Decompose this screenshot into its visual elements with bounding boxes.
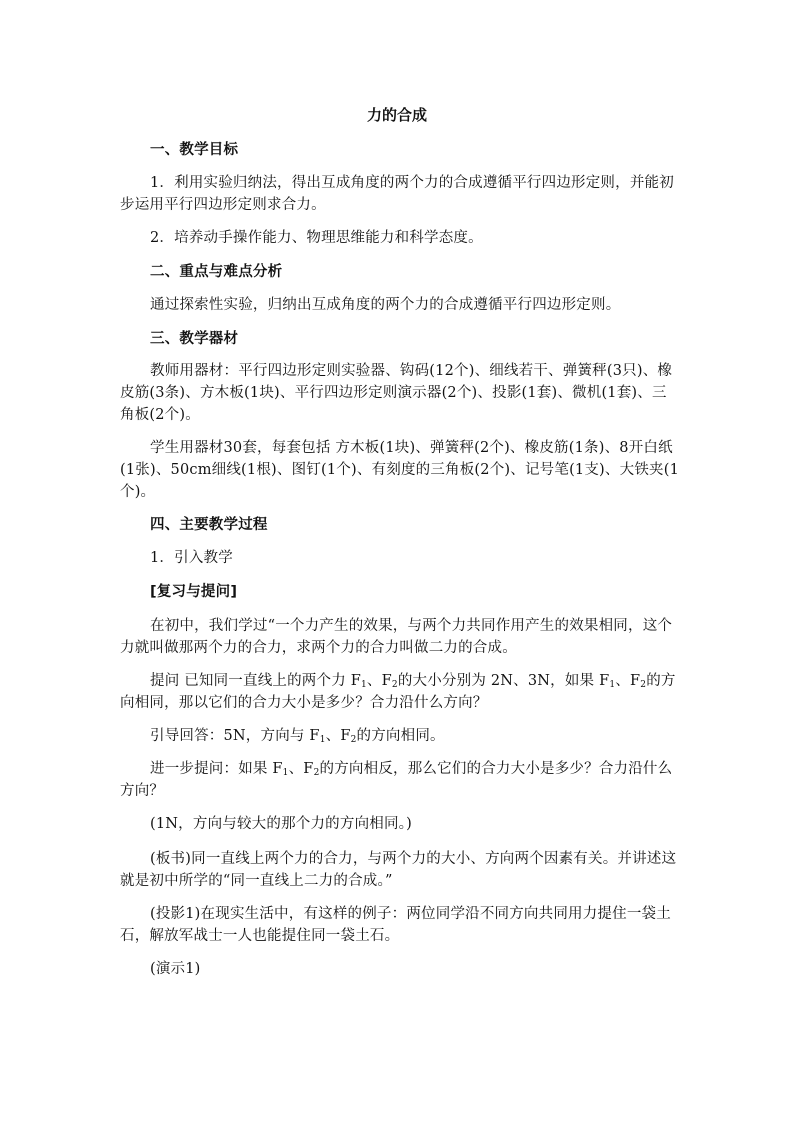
section-heading-process: 四、主要教学过程 [150, 517, 268, 533]
page-title: 力的合成 [366, 106, 427, 124]
answer-1: 引导回答：5N，方向与 $F_1$、$F_2$的方向相同。 [150, 728, 445, 745]
paragraph-intro: 在初中，我们学过“一个力产生的效果，与两个力共同作用产生的效果相同，这个力就叫做那两个力的合力，求两个力的合力叫做二力的合成。 [120, 618, 673, 656]
objective-1: 1．利用实验归纳法，得出互成角度的两个力的合成遵循平行四边形定则，并能初步运用平行四边形定则求合力。 [120, 175, 674, 213]
student-equipment: 学生用器材30套，每套包括 方木板(1块)、弹簧秤(2个)、橡皮筋(1条)、8开白纸(1张)、50cm细线(1根)、图钉(1个)、有刻度的三角板(2个)、记号笔(1支)、大铁夹(1个)。 [120, 440, 679, 500]
projection-note: (投影1)在现实生活中，有这样的例子：两位同学沿不同方向共同用力提住一袋土石，解放军战士一人也能提住同一袋土石。 [120, 906, 671, 944]
key-points-text: 通过探索性实验，归纳出互成角度的两个力的合成遵循平行四边形定则。 [150, 297, 621, 313]
section-heading-objectives: 一、教学目标 [150, 142, 239, 158]
question-1: 提问 已知同一直线上的两个力 $F_1$、$F_2$的大小分别为 2N、3N，如果 $F_1$、$F_2$的方向相同，那以它们的合力大小是多少？合力沿什么方向？ [120, 673, 676, 711]
board-note: (板书)同一直线上两个力的合力，与两个力的大小、方向两个因素有关。并讲述这就是初中所学的“同一直线上二力的合成。” [120, 851, 677, 889]
section-heading-equipment: 三、教学器材 [150, 331, 239, 347]
objective-2: 2．培养动手操作能力、物理思维能力和科学态度。 [150, 230, 483, 246]
answer-2: (1N，方向与较大的那个力的方向相同。) [150, 816, 412, 832]
demo-note: (演示1) [150, 961, 201, 977]
review-heading: [复习与提问] [150, 584, 238, 600]
section-heading-key-points: 二、重点与难点分析 [150, 264, 283, 280]
question-2: 进一步提问：如果 $F_1$、$F_2$的方向相反，那么它们的合力大小是多少？合力沿什么方向？ [120, 761, 673, 799]
teacher-equipment: 教师用器材：平行四边形定则实验器、钩码(12个)、细线若干、弹簧秤(3只)、橡皮筋(3条)、方木板(1块)、平行四边形定则演示器(2个)、投影(1套)、微机(1套)、三角板(2个)。 [120, 363, 673, 423]
step-1-heading: 1．引入教学 [150, 550, 233, 566]
